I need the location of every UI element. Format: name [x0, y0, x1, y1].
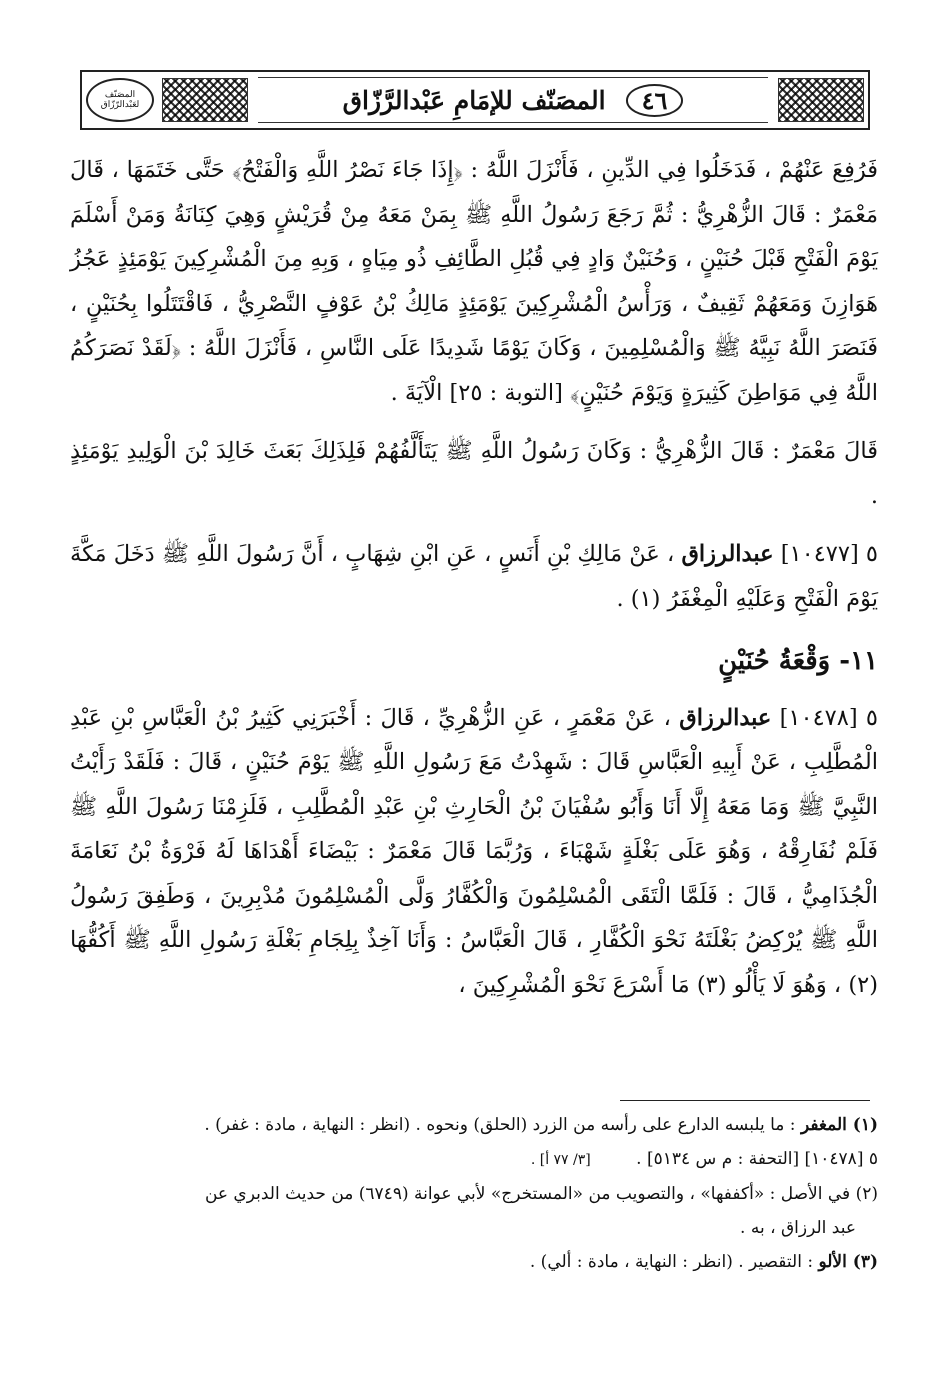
hadith-text: ، عَنْ مَعْمَرٍ ، عَنِ الزُّهْرِيِّ ، قَالَ : أَخْبَرَنِي كَثِيرُ بْنُ الْعَبَّاسِ بْنِ عَبْدِ الْمُطَّلِبِ ، عَنْ أَبِيهِ الْعَبَّاسِ قَالَ : شَهِدْتُ مَعَ رَسُولِ اللَّهِ ﷺ يَوْمَ حُنَيْنٍ ، قَالَ : فَلَقَدْ رَأَيْتُ النَّبِيَّ ﷺ وَمَا مَعَهُ إِلَّا أَنَا وَأَبُو سُفْيَانَ بْنُ الْحَارِثِ بْنِ عَبْدِ الْمُطَّلِبِ ، فَلَزِمْنَا رَسُولَ اللَّهِ ﷺ فَلَمْ نُفَارِقْهُ ، وَهُوَ عَلَى بَغْلَةٍ شَهْبَاءَ ، وَرُبَّمَا قَالَ مَعْمَرٌ : بَيْضَاءَ أَهْدَاهَا لَهُ فَرْوَةُ بْنُ نَعَامَةَ الْجُذَامِيُّ ، قَالَ : فَلَمَّا الْتَقَى الْمُسْلِمُونَ وَالْكُفَّارُ وَلَّى الْمُسْلِمُونَ مُدْبِرِينَ ، وَطَفِقَ رَسُولُ اللَّهِ ﷺ يُرْكِضُ بَغْلَتَهُ نَحْوَ الْكُفَّارِ ، قَالَ الْعَبَّاسُ : وَأَنَا آخِذٌ بِلِجَامِ بَغْلَةِ رَسُولِ اللَّهِ ﷺ أَكُفُّهَا (٢) ، وَهُوَ لَا يَأْلُو (٣) مَا أَسْرَعَ نَحْوَ الْمُشْرِكِينَ ،	[70, 704, 878, 998]
footnote-term: (٣) الألو	[818, 1252, 878, 1272]
page-header	[80, 70, 870, 130]
page-number: ٤٦	[626, 84, 684, 117]
running-title: المصَنّف للإمَامِ عَبْدالرَّزّاق	[342, 85, 606, 115]
header-title-band	[258, 77, 768, 123]
footnote-3	[70, 1245, 878, 1279]
footnote-text: : التقصير . (انظر : النهاية ، مادة : ألي) .	[529, 1252, 814, 1272]
hadith-number: ٥ [١٠٤٧٧]	[780, 541, 879, 567]
paragraph-1: فَرُفِعَ عَنْهُمْ ، فَدَخَلُوا فِي الدِّينِ ، فَأَنْزَلَ اللَّهُ : ﴿إِذَا جَاءَ نَصْرُ اللَّهِ وَالْفَتْحُ﴾ حَتَّى خَتَمَهَا ، قَالَ مَعْمَرٌ : قَالَ الزُّهْرِيُّ : ثُمَّ رَجَعَ رَسُولُ اللَّهِ ﷺ بِمَنْ مَعَهُ مِنْ قُرَيْشٍ وَهِيَ كِنَانَةُ وَمَنْ أَسْلَمَ يَوْمَ الْفَتْحِ قَبْلَ حُنَيْنٍ ، وَحُنَيْنٌ وَادٍ فِي قُبُلِ الطَّائِفِ ذُو مِيَاهٍ ، وَبِهِ مِنَ الْمُشْرِكِينَ يَوْمَئِذٍ عَجُزُ هَوَازِنَ وَمَعَهُمْ ثَقِيفٌ ، وَرَأْسُ الْمُشْرِكِينَ يَوْمَئِذٍ مَالِكُ بْنُ عَوْفٍ النَّصْرِيُّ ، فَاقْتَتَلُوا بِحُنَيْنٍ ، فَنَصَرَ اللَّهُ نَبِيَّهُ ﷺ وَالْمُسْلِمِينَ ، وَكَانَ يَوْمًا شَدِيدًا عَلَى النَّاسِ ، فَأَنْزَلَ اللَّهُ : ﴿لَقَدْ نَصَرَكُمُ اللَّهُ فِي مَوَاطِنَ كَثِيرَةٍ وَيَوْمَ حُنَيْنٍ﴾ [التوبة : ٢٥] الْآيَةَ .	[70, 157, 878, 406]
hadith-10477	[70, 532, 878, 621]
footnote-reference	[70, 1142, 878, 1177]
manuscript-sig: [٣/ ٧٧ أ] .	[530, 1152, 591, 1168]
hadith-source: عبدالرزاق	[681, 541, 774, 567]
hadith-number: ٥ [١٠٤٧٨]	[779, 704, 879, 731]
main-text	[70, 148, 878, 1007]
footnote-term: (١) المغفر	[800, 1115, 878, 1135]
footnotes	[70, 1108, 878, 1279]
footnote-2: (٢) في الأصل : «أكففها» ، والتصويب من «المستخرج» لأبي عوانة (٦٧٤٩) من حديث الدبري عن	[204, 1184, 878, 1204]
hadith-text: ، عَنْ مَالِكِ بْنِ أَنَسٍ ، عَنِ ابْنِ شِهَابٍ ، أَنَّ رَسُولَ اللَّهِ ﷺ دَخَلَ مَكَّةَ يَوْمَ الْفَتْحِ وَعَلَيْهِ الْمِغْفَرُ (١) .	[70, 541, 878, 612]
paragraph-2: قَالَ مَعْمَرٌ : قَالَ الزُّهْرِيُّ : وَكَانَ رَسُولُ اللَّهِ ﷺ يَتَأَلَّفُهُمْ فَلِذَلِكَ بَعَثَ خَالِدَ بْنَ الْوَلِيدِ يَوْمَئِذٍ .	[70, 438, 878, 509]
hadith-10478	[70, 696, 878, 1008]
footnote-1	[70, 1108, 878, 1142]
ornament-left	[162, 78, 248, 122]
section-heading: ١١- وَقْعَةُ حُنَيْنٍ	[718, 646, 878, 676]
hadith-source: عبدالرزاق	[679, 704, 772, 731]
reference-text: ٥ [١٠٤٧٨] [التحفة : م س ٥١٣٤] .	[636, 1149, 878, 1169]
book-logo	[86, 78, 154, 122]
ornament-right	[778, 78, 864, 122]
logo-text: المصَنّف لعَبْدالرّزّاق	[100, 90, 140, 110]
footnote-text: : ما يلبسه الدارع على رأسه من الزرد (الحلق) ونحوه . (انظر : النهاية ، مادة : غفر) .	[204, 1115, 796, 1135]
footnote-2-cont: عبد الرزاق ، به .	[740, 1218, 856, 1238]
footnote-divider	[620, 1100, 870, 1101]
